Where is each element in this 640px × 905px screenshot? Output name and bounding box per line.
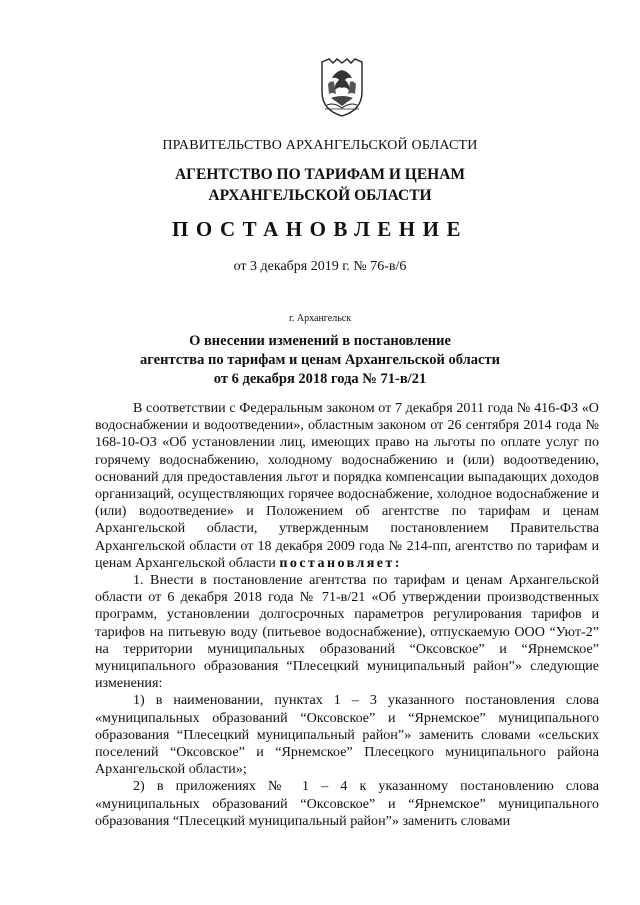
subject-line3: от 6 декабря 2018 года № 71-в/21	[213, 371, 427, 387]
preamble-text: В соответствии с Федеральным законом от 7 декабря 2011 года № 416-ФЗ «О водоснабжении и водоотведении», областным законом от 26 сентября 2014 года № 168-10-ОЗ «Об установлении лиц, имеющих право на льготы по оплате услуг по горячему водоснабжению, холодному водоснабжению и (или) водоотведению, оснований для предоставления льгот и порядка компенсации выпадающих доходов организаций, осуществляющих горячее водоснабжение, холодное водоснабжение и (или) водоотведение» и Положением об агентстве по тарифам и ценам Архангельской области, утвержденным постановлением Правительства Архангельской области от 18 декабря 2009 года № 214-пп, агентство по тарифам и ценам Архангельской области	[95, 400, 599, 571]
agency-title-line1: АГЕНТСТВО ПО ТАРИФАМ И ЦЕНАМ	[174, 166, 466, 183]
paragraph-subitem-1: 1) в наименовании, пунктах 1 – 3 указанного постановления слова «муниципальных образований “Оксовское” и “Ярнемское” муниципального образования “Плесецкий муниципальный район”» заменить словами «сельских поселений “Оксовское” и “Ярнемское” Плесецкого муниципального района Архангельской области»;	[95, 692, 599, 778]
subject-line2: агентства по тарифам и ценам Архангельской области	[140, 352, 500, 368]
paragraph-preamble	[95, 400, 599, 572]
government-title: ПРАВИТЕЛЬСТВО АРХАНГЕЛЬСКОЙ ОБЛАСТИ	[162, 138, 478, 153]
agency-title	[0, 164, 640, 206]
agency-title-line2: АРХАНГЕЛЬСКОЙ ОБЛАСТИ	[208, 187, 432, 204]
resolves-word: постановляет:	[279, 554, 402, 571]
paragraph-subitem-2: 2) в приложениях № 1 – 4 к указанному постановлению слова «муниципальных образований “Оксовское” и “Ярнемское” муниципального образования “Плесецкий муниципальный район”» заменить словами	[95, 778, 599, 829]
date-and-number: от 3 декабря 2019 г. № 76-в/6	[233, 259, 407, 274]
city-name: г. Архангельск	[288, 313, 352, 324]
paragraph-item-1: 1. Внести в постановление агентства по тарифам и ценам Архангельской области от 6 декабря 2018 года № 71-в/21 «Об утверждении производственных программ, установлении долгосрочных параметров регулирования тарифов и тарифов на питьевую воду (питьевое водоснабжение), отпускаемую ООО “Уют-2” на территории муниципальных образований “Оксовское” и “Ярнемское” муниципального образования “Плесецкий муниципальный район”» следующие изменения:	[95, 572, 599, 692]
coat-of-arms-icon	[317, 58, 367, 118]
document-body	[95, 400, 599, 830]
document-subject	[0, 332, 640, 389]
subject-line1: О внесении изменений в постановление	[189, 333, 451, 349]
document-type: ПОСТАНОВЛЕНИЕ	[172, 217, 468, 241]
